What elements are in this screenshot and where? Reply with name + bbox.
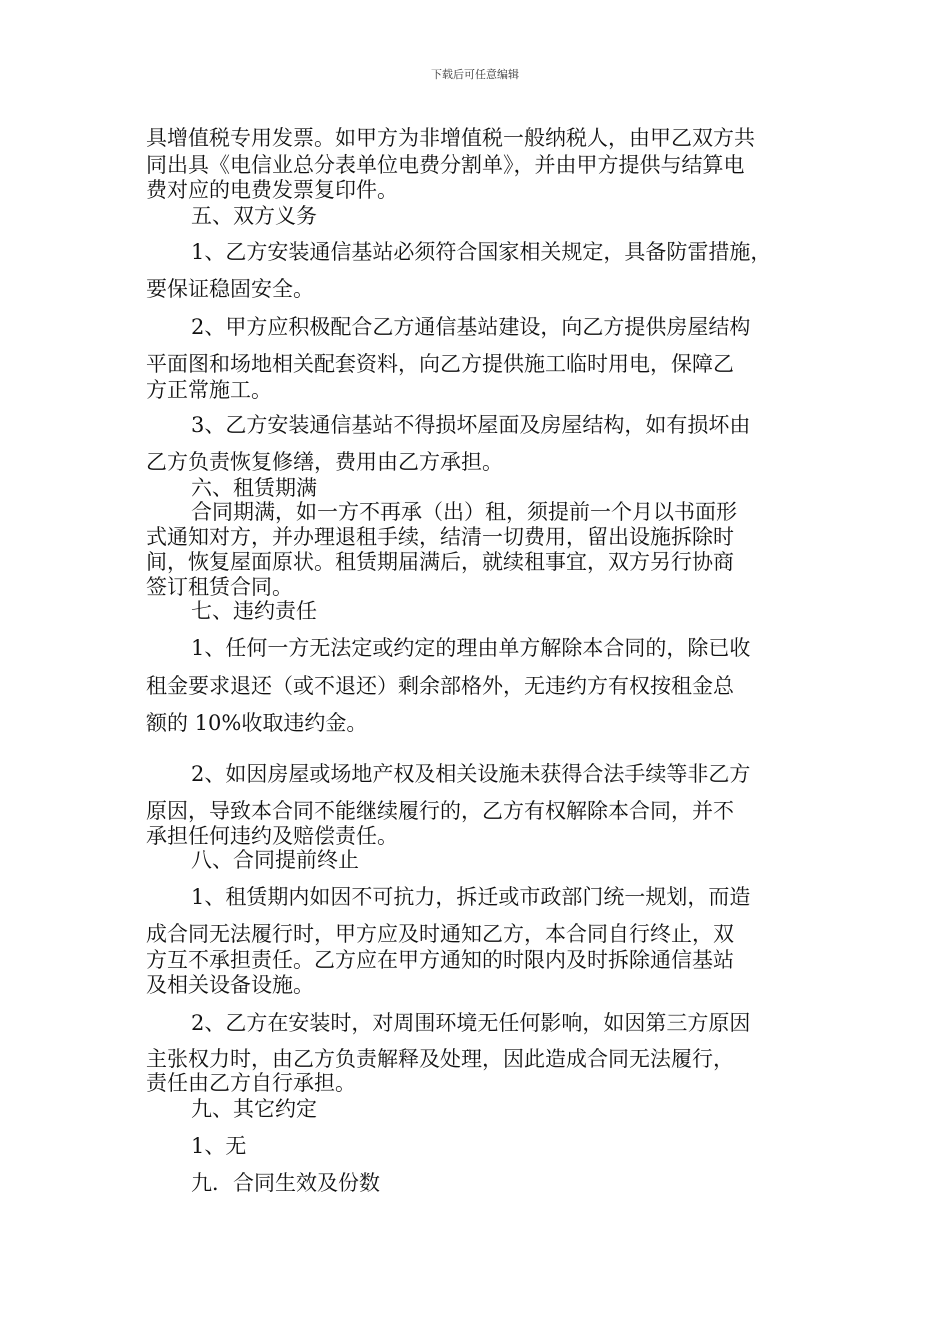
paragraph-line: 1、乙方安装通信基站必须符合国家相关规定，具备防雷措施， (191, 240, 772, 264)
paragraph-line: 责任由乙方自行承担。 (146, 1071, 356, 1095)
section-heading: 九、其它约定 (191, 1097, 317, 1121)
paragraph-line: 费对应的电费发票复印件。 (146, 178, 398, 202)
paragraph-line: 2、乙方在安装时，对周围环境无任何影响，如因第三方原因 (191, 1011, 751, 1035)
paragraph-line: 额的 10%收取违约金。 (146, 711, 368, 735)
paragraph-line: 1、无 (191, 1134, 247, 1158)
paragraph-line: 式通知对方，并办理退租手续，结清一切费用，留出设施拆除时 (146, 525, 734, 549)
paragraph-line: 具增值税专用发票。如甲方为非增值税一般纳税人，由甲乙双方共 (146, 126, 755, 150)
paragraph-line: 成合同无法履行时，甲方应及时通知乙方，本合同自行终止，双 (146, 922, 734, 946)
paragraph-line: 合同期满，如一方不再承（出）租，须提前一个月以书面形 (191, 500, 737, 524)
section-heading: 九．合同生效及份数 (191, 1171, 380, 1195)
paragraph-line: 乙方负责恢复修缮，费用由乙方承担。 (146, 450, 503, 474)
paragraph-line: 平面图和场地相关配套资料，向乙方提供施工临时用电，保障乙 (146, 352, 734, 376)
paragraph-line: 间，恢复屋面原状。租赁期届满后，就续租事宜，双方另行协商 (146, 550, 734, 574)
paragraph-line: 及相关设备设施。 (146, 973, 314, 997)
section-heading: 五、双方义务 (191, 204, 317, 228)
paragraph-line: 承担任何违约及赔偿责任。 (146, 824, 398, 848)
paragraph-line: 1、租赁期内如因不可抗力，拆迁或市政部门统一规划，而造 (191, 885, 751, 909)
paragraph-line: 2、如因房屋或场地产权及相关设施未获得合法手续等非乙方 (191, 762, 751, 786)
paragraph-line: 要保证稳固安全。 (146, 277, 314, 301)
paragraph-line: 签订租赁合同。 (146, 575, 293, 599)
section-heading: 七、违约责任 (191, 599, 317, 623)
paragraph-line: 2、甲方应积极配合乙方通信基站建设，向乙方提供房屋结构 (191, 315, 751, 339)
paragraph-line: 主张权力时，由乙方负责解释及处理，因此造成合同无法履行， (146, 1047, 734, 1071)
paragraph-line: 方互不承担责任。乙方应在甲方通知的时限内及时拆除通信基站 (146, 948, 734, 972)
paragraph-line: 同出具《电信业总分表单位电费分割单》，并由甲方提供与结算电 (146, 153, 745, 177)
paragraph-line: 原因，导致本合同不能继续履行的，乙方有权解除本合同，并不 (146, 799, 734, 823)
section-heading: 八、合同提前终止 (191, 848, 359, 872)
page-header: 下载后可任意编辑 (431, 68, 519, 81)
paragraph-line: 租金要求退还（或不退还）剩余部格外，无违约方有权按租金总 (146, 674, 734, 698)
paragraph-line: 1、任何一方无法定或约定的理由单方解除本合同的，除已收 (191, 636, 751, 660)
section-heading: 六、租赁期满 (191, 476, 317, 500)
paragraph-line: 方正常施工。 (146, 378, 272, 402)
paragraph-line: 3、乙方安装通信基站不得损坏屋面及房屋结构，如有损坏由 (191, 413, 751, 437)
